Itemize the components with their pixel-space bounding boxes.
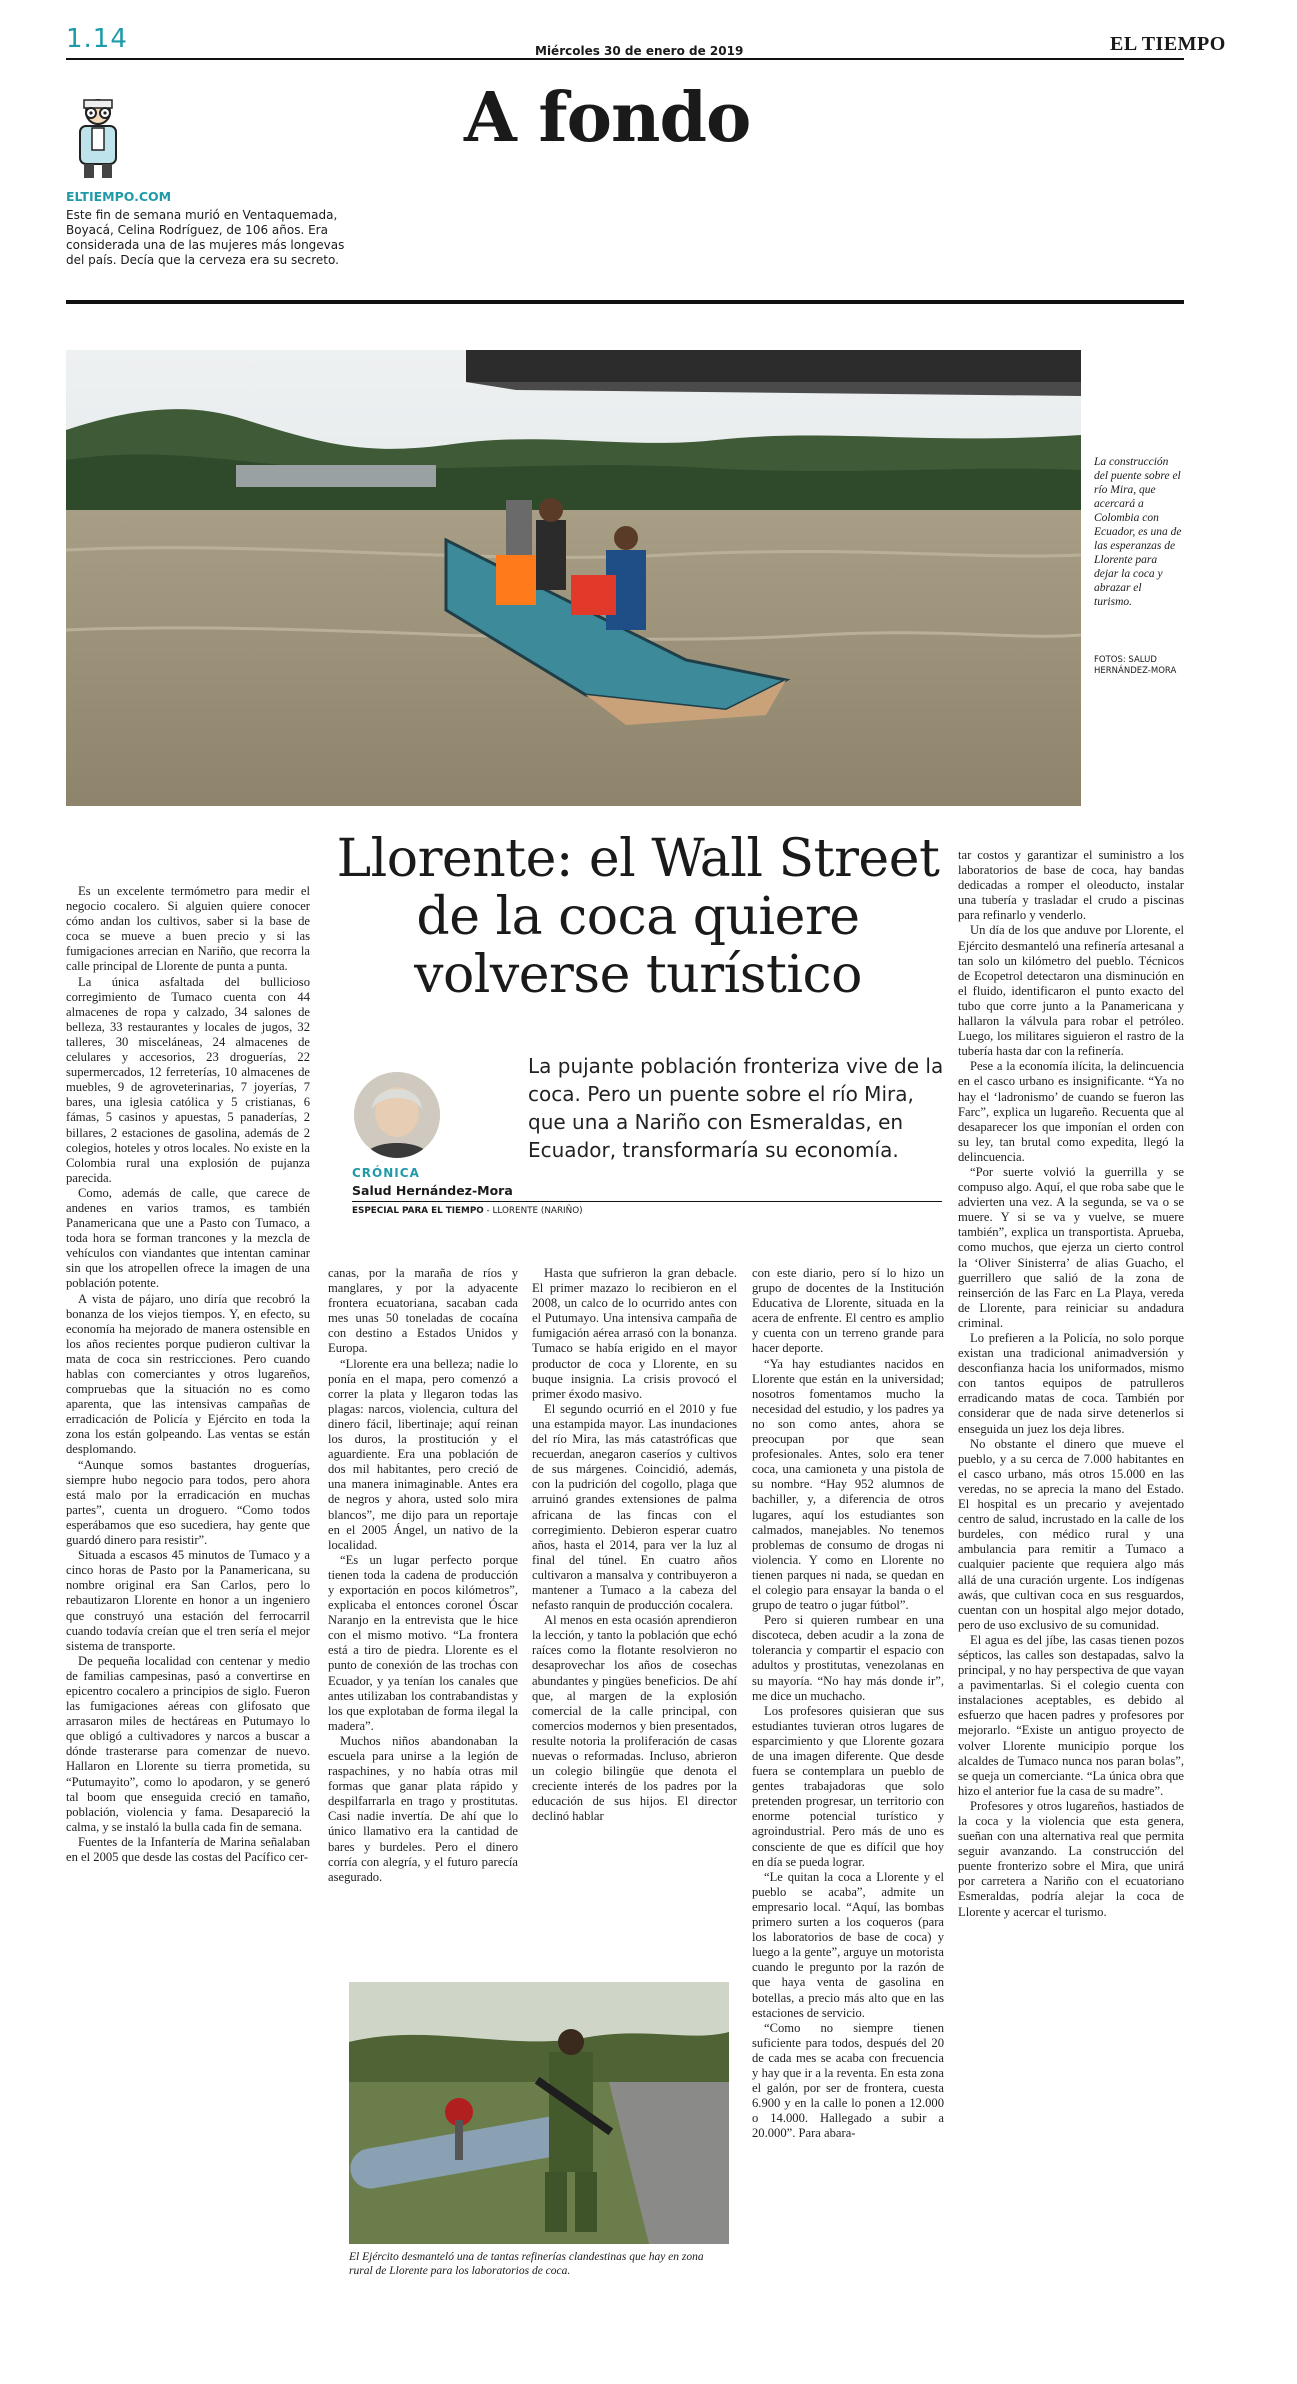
paragraph: Es un excelente termómetro para medir el negocio cocalero. Si alguien quiere conocer cómo andan los cultivos, saber si la base de coca se mueve a buen precio y si las fumigaciones arrecian en Nariño, que recorra la calle principal de Llorente de punta a punta. — [66, 884, 310, 974]
section-title: A fondo — [464, 78, 751, 158]
main-photo-credit: FOTOS: SALUD HERNÁNDEZ-MORA — [1094, 655, 1177, 676]
article-column-4 — [752, 1266, 944, 2141]
main-photo — [66, 350, 1081, 806]
inset-photo-caption: El Ejército desmanteló una de tantas refinerías clandestinas que hay en zona rural de Llorente para los laboratorios de coca. — [349, 2251, 704, 2277]
paragraph: De pequeña localidad con centenar y medio de familias campesinas, pasó a convertirse en epicentro cocalero a principios de siglo. Fueron las fumigaciones aéreas con glifosato que arrasaron miles de hectáreas en Putumayo lo que obligó a cultivadores y narcos a buscar a dónde trasterarse para comenzar de nuevo. Hallaron en Llorente su tierra prometida, su “Putumayito”, como lo apodaron, y se generó tal boom que enseguida creció en tamaño, población, violencia y fama. Desapareció la calma, y se instaló la bulla cada fin de semana. — [66, 1653, 310, 1834]
byline-place: - LLORENTE (NARIÑO) — [483, 1206, 583, 1216]
paragraph: Un día de los que anduve por Llorente, el Ejército desmanteló una refinería artesanal a tan solo un kilómetro del pueblo. Técnicos de Ecopetrol detectaron una disminución en el fluido, identificaron el punto exacto del tubo que corre junto a la Panamericana y hallaron la válvula para robar el petróleo. Luego, los militares siguieron el rastro de la tubería hasta dar con la refinería. — [958, 923, 1184, 1059]
header-rule — [66, 58, 1184, 60]
paragraph: Al menos en esta ocasión aprendieron la lección, y tanto la población que echó raíces como la flotante resolvieron no desaprovechar los años de cosechas abundantes y pingües beneficios. De ahí que, al margen de la explosión comercial de la calle principal, con comercios modernos y bien presentados, resulte notoria la proliferación de casas nuevas o reformadas. Incluso, abrieron un colegio bilingüe que denota el creciente interés de los padres por la educación de sus hijos. El director declinó hablar — [532, 1613, 737, 1824]
paragraph: No obstante el dinero que mueve el pueblo, y a su cerca de 7.000 habitantes en el casco urbano, más otros 15.000 en las veredas, no se aprecia la mano del Estado. El hospital es un precario y avejentado centro de salud, incrustado en la calle de los burdeles, con médico rural y una ambulancia para remitir a Tumaco a cualquier paciente que requiera algo más allá de una curación urgente. Los indígenas awás, que cultivan coca en sus resguardos, cuentan con un hospital algo mejor dotado, pero de uso exclusivo de su comunidad. — [958, 1436, 1184, 1632]
paragraph: “Por suerte volvió la guerrilla y se compuso algo. Aquí, el que roba sabe que le advierten una vez. A la segunda, se va o se muere. Y si se va y vuelve, se muere también”, explica un transportista. Aprueba, como muchos, que ejerza un cierto control la ‘Oliver Sinisterra’ de alias Guacho, el guerrillero que salió de la zona de reinserción de las Farc en La Playa, vereda de Llorente, para reiniciar su andadura criminal. — [958, 1164, 1184, 1330]
mascot-icon — [70, 98, 126, 182]
paragraph: “Llorente era una belleza; nadie lo ponía en el mapa, pero comenzó a correr la plata y llegaron todas las plagas: narcos, violencia, cultura del dinero fácil, libertinaje; aquí reinan los duros, la prostitución y el aguardiente. Era una población de dos mil habitantes, pero creció de una manera inimaginable. Antes era de negros y ahora, usted solo mira blancos”, me dijo para un reportaje en el 2005 Ángel, un nativo de la localidad. — [328, 1356, 518, 1552]
paragraph: A vista de pájaro, uno diría que recobró la bonanza de los viejos tiempos. Y, en efecto, su economía ha mejorado de manera ostensible en los años recientes porque pudieron cultivar la mata de coca sin restricciones. Pero cuando hablas con comerciantes y otros lugareños, compruebas que la situación no es como aparenta, que las intensivas campañas de erradicación de Policía y Ejército en toda la zona los están golpeando. Las ventas se están desplomando. — [66, 1291, 310, 1457]
brand-logo: EL TIEMPO — [1110, 33, 1226, 55]
paragraph: Pero si quieren rumbear en una discoteca, deben acudir a la zona de tolerancia y compartir el espacio con adultos y prostitutas, venezolanas en su mayoría. “No hay más donde ir”, me dice un muchacho. — [752, 1613, 944, 1703]
issue-date: Miércoles 30 de enero de 2019 — [535, 44, 744, 58]
page-number: 1.14 — [66, 24, 128, 54]
paragraph: El segundo ocurrió en el 2010 y fue una estampida mayor. Las inundaciones del río Mira, las más catastróficas que recuerdan, anegaron caseríos y cultivos de sus márgenes. Coincidió, además, con la pudrición del cogollo, plaga que arruinó grandes extensiones de palma africana de las fincas con el corregimiento. Debieron esperar cuatro años, hasta el 2014, para ver la luz al final del túnel. En cuatro años cultivaron a mansalva y contribuyeron a mantener a Tumaco a la cabeza del nefasto ranquin de producción cocalera. — [532, 1401, 737, 1613]
byline-rule — [352, 1201, 942, 1202]
article-column-2 — [328, 1266, 518, 1885]
inset-photo — [349, 1982, 729, 2244]
article-column-5 — [958, 848, 1184, 1920]
paragraph: Como, además de calle, que carece de andenes en varios tramos, es también Panamericana que une a Pasto con Tumaco, a toda hora se forman trancones y la mezcla de vehículos con viandantes que intentan caminar sin que los atropellen ofrece la imagen de una población potente. — [66, 1185, 310, 1291]
article-column-1 — [66, 884, 310, 1865]
paragraph: Los profesores quisieran que sus estudiantes tuvieran otros lugares de esparcimiento y que Llorente gozara de una imagen diferente. Que desde fuera se contemplara un pueblo de gentes trabajadoras que solo pretenden progresar, un territorio con enorme potencial turístico y agroindustrial. Pero más de uno es consciente de que es difícil que hoy en día se pueda lograr. — [752, 1703, 944, 1869]
paragraph: canas, por la maraña de ríos y manglares, y por la adyacente frontera ecuatoriana, sacaban cada mes unas 50 toneladas de cocaína con destino a Estados Unidos y Europa. — [328, 1266, 518, 1356]
paragraph: Hasta que sufrieron la gran debacle. El primer mazazo lo recibieron en el 2008, un calco de lo ocurrido antes con el Putumayo. Una intensiva campaña de fumigación aérea arrasó con la bonanza. Tumaco se había erigido en el mayor productor de coca y Llorente, en su buque insignia. La crisis provocó el primer éxodo masivo. — [532, 1266, 737, 1401]
paragraph: Lo prefieren a la Policía, no solo porque existan una tradicional animadversión y desconfianza hacia los uniformados, mismo con tantos equipos de patrulleros erradicando matas de coca. También por considerar que de nada sirve detenerlos si enseguida un juez los deja libres. — [958, 1331, 1184, 1436]
byline — [352, 1206, 583, 1216]
sidebar-bottom-rule — [66, 300, 1184, 304]
paragraph: tar costos y garantizar el suministro a los laboratorios de base de coca, hay bandas dedicadas a romper el oleoducto, instalar una tubería y trasladar el crudo a piscinas para refinarlo y venderlo. — [958, 848, 1184, 923]
paragraph: “Ya hay estudiantes nacidos en Llorente que están en la universidad; nosotros fomentamos mucho la necesidad del estudio, y los padres ya no son como antes, ahora se preocupan por que sean profesionales. Antes, solo era tener coca, una camioneta y una pistola de su nombre. “Hay 952 alumnos de bachiller, y, a diferencia de otros lugares, aquí los estudiantes son calmados, manejables. No tenemos problemas de consumo de drogas ni violencia. Y como en Llorente no tienen parques ni nada, se quedan en el colegio para ensayar la banda o el grupo de teatro o jugar fútbol”. — [752, 1356, 944, 1613]
paragraph: “Aunque somos bastantes droguerías, siempre hubo negocio para todos, pero ahora está malo por la erradicación en muchas partes”, cuenta un droguero. “Como todos esperábamos que eso sucediera, hay gente que guardó dinero para resistir”. — [66, 1457, 310, 1548]
paragraph: “Como no siempre tienen suficiente para todos, después del 20 de cada mes se acaba con frecuencia y hay que ir a la reventa. En esta zona el galón, por ser de frontera, cuesta 6.900 y en la calle lo ponen a 12.000 o 14.000. Hallegado a subir a 20.000”. Para abara- — [752, 2020, 944, 2141]
paragraph: El agua es del jíbe, las casas tienen pozos sépticos, las calles son destapadas, salvo la principal, y no hay perspectiva de que vayan a pavimentarlas. Si el colegio cuenta con instalaciones aceptables, es debido al esfuerzo que hacen padres y profesores por mejorarlo. “Existe un antiguo proyecto de volver Llorente municipio porque los alcaldes de Tumaco nunca nos paran bolas”, se queja un comerciante. “La única obra que hizo el anterior fue la casa de su madre”. — [958, 1632, 1184, 1798]
paragraph: Muchos niños abandonaban la escuela para unirse a la legión de raspachines, y no había otras mil formas que ganar plata rápido y despilfarrarla en trago y prostitutas. Casi nadie invertía. De ahí que lo único llamativo era la cantidad de bares y burdeles. Pero el dinero corría con alegría, y el futuro parecía asegurado. — [328, 1733, 518, 1884]
article-column-3 — [532, 1266, 737, 1824]
author-name: Salud Hernández-Mora — [352, 1183, 513, 1198]
site-link[interactable]: ELTIEMPO.COM — [66, 189, 172, 204]
paragraph: Pese a la economía ilícita, la delincuencia en el casco urbano es insignificante. “Ya no hay el ‘ladronismo’ de cuando se fueron las Farc”, explica un lugareño. Recuenta que al desaparecer los que imponían el orden con su ley, tan brutal como expedita, llegó la delincuencia. — [958, 1059, 1184, 1164]
paragraph: “Le quitan la coca a Llorente y el pueblo se acaba”, admite un empresario local. “Aquí, las bombas primero surten a los coqueros (para los laboratorios de base de coca) y luego a la gente”, arguye un motorista cuando le pregunto por la razón de que haya venta de gasolina en botellas, a precio más alto que en las estaciones de servicio. — [752, 1869, 944, 2020]
paragraph: La única asfaltada del bullicioso corregimiento de Tumaco cuenta con 44 almacenes de ropa y calzado, 34 salones de belleza, 33 restaurantes y locales de jugos, 32 talleres, 30 misceláneas, 24 almacenes de celulares y accesorios, 23 droguerías, 22 supermercados, 12 ferreterías, 10 almacenes de muebles, 9 de agroveterinarias, 7 joyerías, 7 bares, una iglesia católica y 5 cristianas, 6 fámas, 5 casinos y apuestas, 5 panaderías, 2 billares, 2 estaciones de gasolina, además de 2 colegios, hoteles y otros locales. No existe en la Colombia rural una explosión de pujanza parecida. — [66, 974, 310, 1185]
paragraph: Profesores y otros lugareños, hastiados de la coca y la violencia que esta genera, sueñan con una alternativa real que permita seguir avanzando. La construcción del puente fronterizo sobre el Mira, que unirá por carretera a Nariño con el ecuatoriano Esmeraldas, podría alejar la coca de Llorente y acercar el turismo. — [958, 1798, 1184, 1919]
author-photo — [354, 1072, 440, 1158]
section-kicker: CRÓNICA — [352, 1166, 420, 1180]
paragraph: “Es un lugar perfecto porque tienen toda la cadena de producción y exportación en pocos kilómetros”, explicaba el entonces coronel Óscar Naranjo en la entrevista que le hice con el mismo motivo. “La frontera está a tiro de piedra. Llorente es el punto de conexión de las trochas con Ecuador, y ya tenían los canales que antes utilizaban los contrabandistas y los que explotaban de forma ilegal la madera”. — [328, 1552, 518, 1733]
article-deck: La pujante población fronteriza vive de la coca. Pero un puente sobre el río Mira, que una a Nariño con Esmeraldas, en Ecuador, transformaría su economía. — [528, 1054, 944, 1162]
paragraph: con este diario, pero sí lo hizo un grupo de docentes de la Institución Educativa de Llorente, situada en la acera de enfrente. El centro es amplio y cuenta con un terreno grande para hacer deporte. — [752, 1266, 944, 1356]
paragraph: Fuentes de la Infantería de Marina señalaban en el 2005 que desde las costas del Pacífico cer- — [66, 1834, 310, 1864]
sidebar-note-text: Este fin de semana murió en Ventaquemada, Boyacá, Celina Rodríguez, de 106 años. Era considerada una de las mujeres más longevas del país. Decía que la cerveza era su secreto. — [66, 208, 345, 267]
byline-special: ESPECIAL PARA EL TIEMPO — [352, 1206, 484, 1216]
article-title: Llorente: el Wall Street de la coca quiere volverse turístico — [336, 829, 940, 1005]
paragraph: Situada a escasos 45 minutos de Tumaco y a cinco horas de Pasto por la Panamericana, su nombre original era San Carlos, pero lo rebautizaron Llorente en honor a un ingeniero que construyó una estación del ferrocarril cuando todavía creían que el tren sería el mejor sistema de transporte. — [66, 1548, 310, 1653]
main-photo-caption: La construcción del puente sobre el río Mira, que acercará a Colombia con Ecuador, es una de las esperanzas de Llorente para dejar la coca y abrazar el turismo. — [1094, 456, 1182, 608]
